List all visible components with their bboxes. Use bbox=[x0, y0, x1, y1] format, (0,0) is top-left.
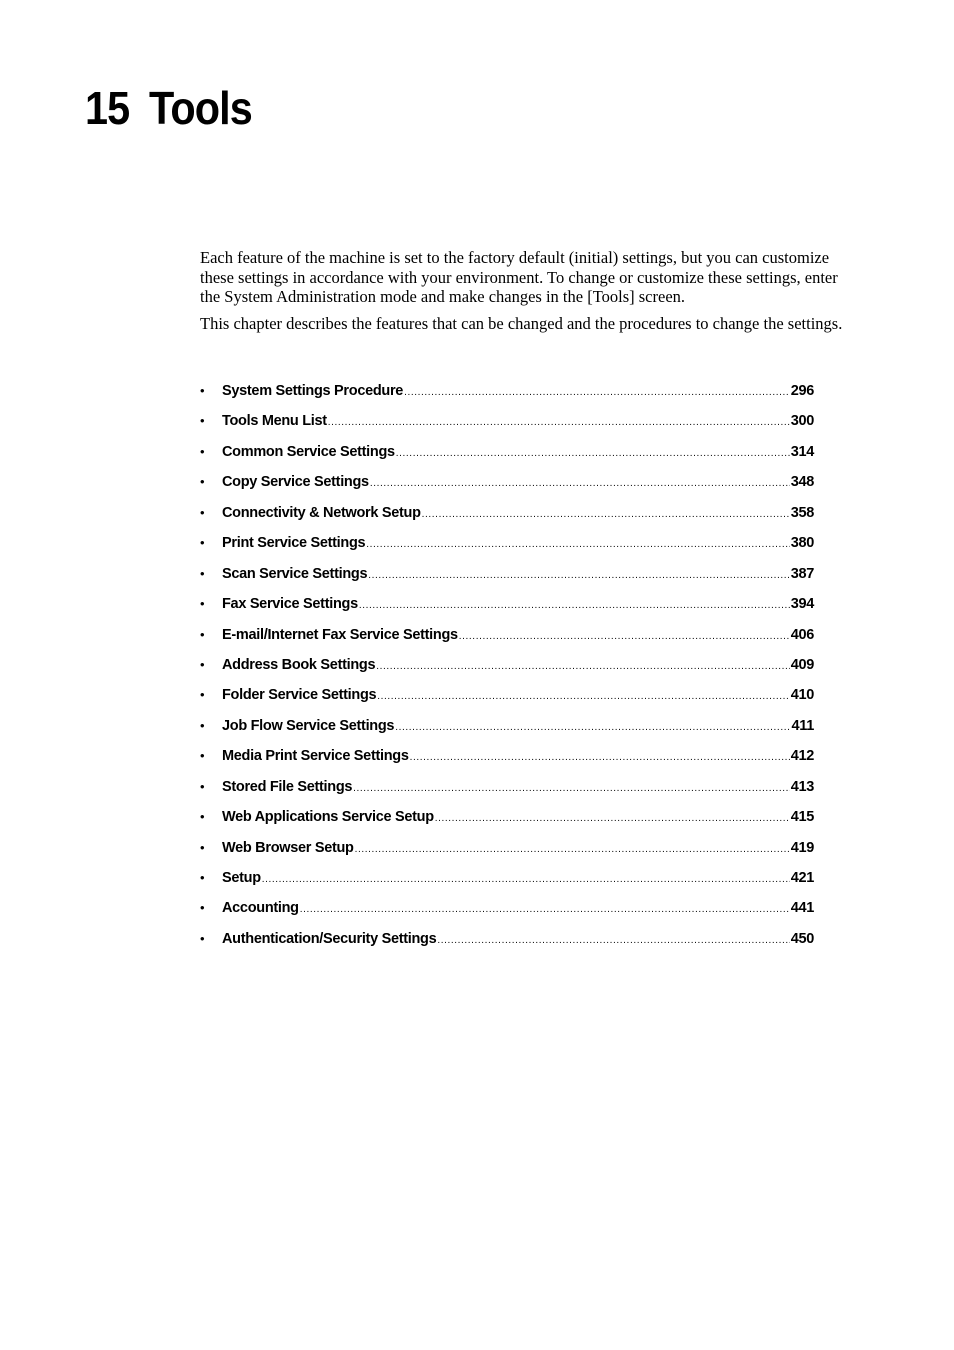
toc-item-page[interactable]: 419 bbox=[790, 839, 814, 856]
dot-leader bbox=[422, 504, 790, 526]
dot-leader bbox=[376, 656, 789, 678]
toc-item-label[interactable]: Job Flow Service Settings bbox=[222, 717, 395, 734]
toc-item-page[interactable]: 394 bbox=[790, 596, 814, 613]
bullet-icon: • bbox=[200, 748, 205, 764]
toc-item-label[interactable]: Connectivity & Network Setup bbox=[222, 504, 421, 521]
toc-item-scan-service-settings[interactable] bbox=[200, 563, 814, 593]
toc-item-connectivity-network-setup[interactable] bbox=[200, 502, 814, 532]
bullet-icon: • bbox=[200, 656, 205, 672]
toc-item-page[interactable]: 411 bbox=[791, 717, 814, 734]
dot-leader bbox=[435, 808, 790, 830]
toc-item-page[interactable]: 296 bbox=[790, 383, 814, 399]
toc-item-label[interactable]: E-mail/Internet Fax Service Settings bbox=[222, 626, 458, 643]
toc-item-authentication-security-settings[interactable] bbox=[200, 928, 814, 958]
dot-leader bbox=[366, 534, 789, 556]
toc-item-label[interactable]: Media Print Service Settings bbox=[222, 748, 409, 765]
intro-paragraph: Each feature of the machine is set to the factory default (initial) settings, but you can customize these settings in accordance with your environment. To change or customize these settings, enter the System Administration mode and make changes in the [Tools] screen. bbox=[200, 248, 838, 306]
dot-leader bbox=[410, 747, 790, 769]
bullet-icon: • bbox=[200, 778, 205, 794]
toc-item-page[interactable]: 415 bbox=[790, 809, 814, 826]
dot-leader bbox=[395, 717, 790, 739]
bullet-icon: • bbox=[200, 900, 205, 916]
dot-leader bbox=[370, 473, 790, 495]
toc-item-job-flow-service-settings[interactable] bbox=[200, 715, 814, 745]
bullet-icon: • bbox=[200, 870, 205, 885]
toc-item-page[interactable]: 441 bbox=[790, 900, 814, 917]
toc-item-page[interactable]: 409 bbox=[790, 656, 814, 673]
dot-leader bbox=[377, 686, 789, 708]
toc-item-copy-service-settings[interactable] bbox=[200, 471, 814, 501]
toc-item-label[interactable]: Tools Menu List bbox=[222, 413, 327, 430]
bullet-icon: • bbox=[200, 596, 205, 612]
toc-item-address-book-settings[interactable] bbox=[200, 654, 814, 684]
toc-item-email-internet-fax-service-settings[interactable] bbox=[200, 624, 814, 654]
chapter-title-text: Tools bbox=[149, 82, 252, 134]
toc-item-label[interactable]: Setup bbox=[222, 870, 261, 886]
bullet-icon: • bbox=[200, 930, 205, 946]
toc-item-print-service-settings[interactable] bbox=[200, 532, 814, 562]
toc-item-label[interactable]: Scan Service Settings bbox=[222, 565, 368, 582]
bullet-icon: • bbox=[200, 474, 205, 490]
toc-item-page[interactable]: 314 bbox=[790, 443, 814, 460]
intro-paragraph: This chapter describes the features that can be changed and the procedures to change the settings. bbox=[200, 313, 843, 333]
bullet-icon: • bbox=[200, 717, 205, 733]
toc-item-page[interactable]: 412 bbox=[790, 748, 814, 765]
toc-item-web-browser-setup[interactable] bbox=[200, 837, 814, 867]
bullet-icon: • bbox=[200, 839, 205, 855]
toc-item-folder-service-settings[interactable] bbox=[200, 684, 814, 714]
dot-leader bbox=[353, 778, 790, 800]
bullet-icon: • bbox=[200, 504, 205, 520]
toc-item-label[interactable]: Address Book Settings bbox=[222, 656, 376, 673]
bullet-icon: • bbox=[200, 809, 205, 825]
dot-leader bbox=[328, 412, 790, 434]
toc-item-label[interactable]: Folder Service Settings bbox=[222, 687, 377, 704]
toc-item-setup[interactable] bbox=[200, 867, 814, 897]
toc-item-page[interactable]: 421 bbox=[790, 870, 814, 886]
dot-leader bbox=[355, 839, 790, 861]
bullet-icon: • bbox=[200, 383, 205, 398]
bullet-icon: • bbox=[200, 626, 205, 642]
toc-item-label[interactable]: System Settings Procedure bbox=[222, 383, 404, 399]
dot-leader bbox=[459, 626, 790, 648]
toc-item-page[interactable]: 387 bbox=[790, 565, 814, 582]
bullet-icon: • bbox=[200, 535, 205, 551]
dot-leader bbox=[396, 443, 790, 465]
toc-item-page[interactable]: 413 bbox=[790, 778, 814, 795]
toc-item-accounting[interactable] bbox=[200, 897, 814, 927]
toc-item-fax-service-settings[interactable] bbox=[200, 593, 814, 623]
toc-item-page[interactable]: 380 bbox=[790, 535, 814, 552]
toc-item-label[interactable]: Accounting bbox=[222, 900, 299, 917]
bullet-icon: • bbox=[200, 413, 205, 429]
toc-item-label[interactable]: Print Service Settings bbox=[222, 535, 366, 552]
toc-item-label[interactable]: Common Service Settings bbox=[222, 443, 395, 460]
toc-item-page[interactable]: 406 bbox=[790, 626, 814, 643]
dot-leader bbox=[359, 595, 790, 617]
bullet-icon: • bbox=[200, 443, 205, 459]
toc-item-label[interactable]: Authentication/Security Settings bbox=[222, 930, 437, 947]
chapter-number: 15 bbox=[85, 82, 130, 134]
dot-leader bbox=[404, 382, 790, 404]
chapter-intro bbox=[200, 248, 860, 340]
dot-leader bbox=[262, 869, 790, 891]
toc-item-label[interactable]: Fax Service Settings bbox=[222, 596, 358, 613]
toc-item-label[interactable]: Stored File Settings bbox=[222, 778, 353, 795]
toc-item-label[interactable]: Copy Service Settings bbox=[222, 474, 369, 491]
toc-item-web-applications-service-setup[interactable] bbox=[200, 806, 814, 836]
dot-leader bbox=[437, 930, 789, 952]
toc-item-label[interactable]: Web Applications Service Setup bbox=[222, 809, 434, 826]
toc-item-page[interactable]: 300 bbox=[790, 413, 814, 430]
toc-item-page[interactable]: 410 bbox=[790, 687, 814, 704]
toc-item-page[interactable]: 450 bbox=[790, 930, 814, 947]
toc-item-common-service-settings[interactable] bbox=[200, 441, 814, 471]
bullet-icon: • bbox=[200, 687, 205, 703]
toc-item-system-settings-procedure[interactable] bbox=[200, 380, 814, 410]
toc-item-page[interactable]: 348 bbox=[790, 474, 814, 491]
bullet-icon: • bbox=[200, 565, 205, 581]
toc-item-label[interactable]: Web Browser Setup bbox=[222, 839, 354, 856]
toc-item-page[interactable]: 358 bbox=[790, 504, 814, 521]
toc-item-media-print-service-settings[interactable] bbox=[200, 745, 814, 775]
toc-item-tools-menu-list[interactable] bbox=[200, 410, 814, 440]
dot-leader bbox=[368, 565, 789, 587]
toc-item-stored-file-settings[interactable] bbox=[200, 776, 814, 806]
chapter-title bbox=[85, 80, 252, 136]
dot-leader bbox=[300, 899, 790, 921]
table-of-contents bbox=[200, 380, 814, 958]
